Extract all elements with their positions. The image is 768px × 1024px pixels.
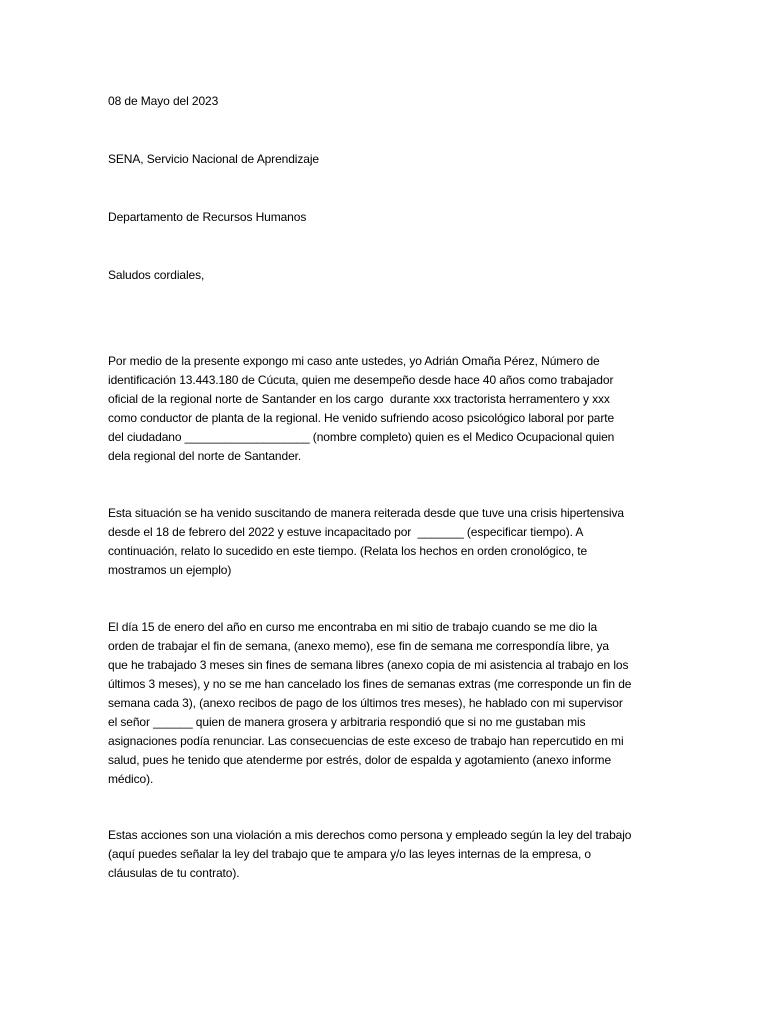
paragraph-line: salud, pues he tenido que atenderme por estrés, dolor de espalda y agotamiento (anexo informe <box>108 753 612 767</box>
paragraph-line: del ciudadano ___________________ (nombre completo) quien es el Medico Ocupacional quien <box>108 430 615 444</box>
paragraph-situation <box>108 504 624 580</box>
paragraph-line: como conductor de planta de la regional. He venido sufriendo acoso psicológico laboral por parte <box>108 411 615 425</box>
paragraph-line: (aquí puedes señalar la ley del trabajo que te ampara y/o las leyes internas de la empresa, o <box>108 847 591 861</box>
paragraph-line: dela regional del norte de Santander. <box>108 449 302 463</box>
paragraph-line: orden de trabajar el fin de semana, (anexo memo), ese fin de semana me correspondía libre, ya <box>108 639 609 653</box>
paragraph-line: continuación, relato lo sucedido en este tiempo. (Relata los hechos en orden cronológico, te <box>108 544 588 558</box>
letter-date: 08 de Mayo del 2023 <box>108 94 219 108</box>
letter-recipient: SENA, Servicio Nacional de Aprendizaje <box>108 152 319 166</box>
paragraph-line: Por medio de la presente expongo mi caso ante ustedes, yo Adrián Omaña Pérez, Número de <box>108 354 600 368</box>
paragraph-line: mostramos un ejemplo) <box>108 563 232 577</box>
paragraph-violation <box>108 826 631 883</box>
paragraph-line: desde el 18 de febrero del 2022 y estuve incapacitado por _______ (especificar tiempo). A <box>108 525 584 539</box>
paragraph-line: Estas acciones son una violación a mis derechos como persona y empleado según la ley del trabajo <box>108 828 632 842</box>
paragraph-line: identificación 13.443.180 de Cúcuta, quien me desempeño desde hace 40 años como trabajador <box>108 373 614 387</box>
letter-greeting: Saludos cordiales, <box>108 268 205 282</box>
paragraph-line: que he trabajado 3 meses sin fines de semana libres (anexo copia de mi asistencia al trabajo en los <box>108 658 629 672</box>
letter-department: Departamento de Recursos Humanos <box>108 210 307 224</box>
paragraph-events <box>108 618 631 789</box>
paragraph-line: asignaciones podía renunciar. Las consecuencias de este exceso de trabajo han repercutido en mi <box>108 734 624 748</box>
paragraph-line: últimos 3 meses), y no se me han cancelado los fines de semanas extras (me corresponde un fin de <box>108 677 632 691</box>
paragraph-line: Esta situación se ha venido suscitando de manera reiterada desde que tuve una crisis hipertensiva <box>108 506 624 520</box>
paragraph-line: el señor ______ quien de manera grosera y arbitraria respondió que si no me gustaban mis <box>108 715 586 729</box>
paragraph-line: oficial de la regional norte de Santander en los cargo durante xxx tractorista herramentero y xxx <box>108 392 610 406</box>
paragraph-line: cláusulas de tu contrato). <box>108 866 240 880</box>
paragraph-introduction <box>108 352 614 466</box>
paragraph-line: semana cada 3), (anexo recibos de pago de los últimos tres meses), he hablado con mi supervisor <box>108 696 623 710</box>
paragraph-line: El día 15 de enero del año en curso me encontraba en mi sitio de trabajo cuando se me dio la <box>108 620 598 634</box>
paragraph-line: médico). <box>108 772 154 786</box>
